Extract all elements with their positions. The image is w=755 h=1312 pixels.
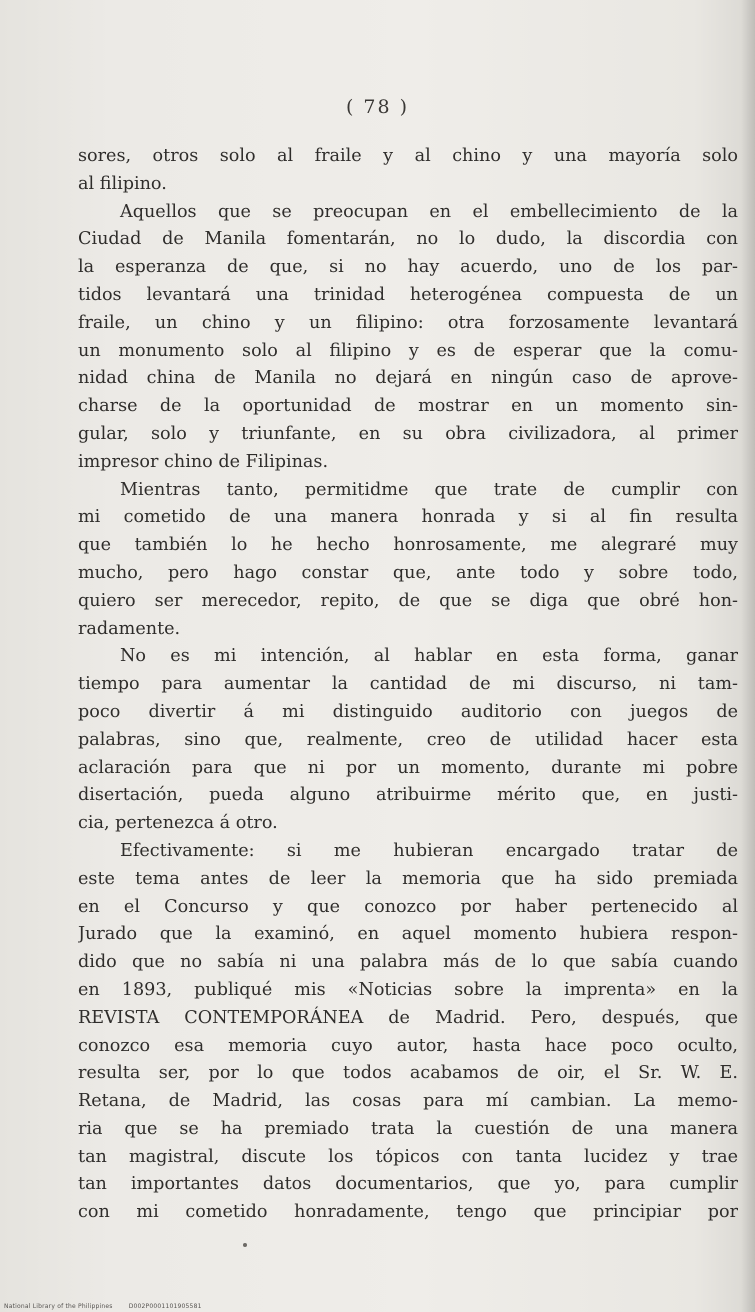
text-line: Efectivamente: si me hubieran encargado tratar de [120,840,738,861]
text-line: un monumento solo al filipino y es de esperar que la comu- [78,340,738,361]
text-line: REVISTA CONTEMPORÁNEA de Madrid. Pero, después, que [78,1007,738,1028]
text-line: la esperanza de que, si no hay acuerdo, uno de los par- [78,257,738,278]
text-line: Mientras tanto, permitidme que trate de cumplir con [120,479,738,500]
text-line: en 1893, publiqué mis «Noticias sobre la imprenta» en la [78,979,738,1000]
text-line: nidad china de Manila no dejará en ningún caso de aprove- [78,368,738,389]
text-line: poco divertir á mi distinguido auditorio con juegos de [78,701,738,722]
text-line: disertación, pueda alguno atribuirme mérito que, en justi- [78,785,738,806]
text-line: ria que se ha premiado trata la cuestión de una manera [78,1118,738,1139]
text-line: quiero ser merecedor, repito, de que se diga que obré hon- [78,590,738,611]
text-line: radamente. [78,618,181,639]
page-edge-shadow [741,0,755,1312]
library-credit: National Library of the Philippines [4,1303,113,1310]
text-line: sores, otros solo al fraile y al chino y una mayoría solo [78,146,738,166]
text-line: fraile, un chino y un filipino: otra forzosamente levantará [78,312,738,333]
text-line: Jurado que la examinó, en aquel momento hubiera respon- [78,924,738,945]
text-line: mi cometido de una manera honrada y si al fin resulta [78,507,738,528]
text-line: gular, solo y triunfante, en su obra civilizadora, al primer [78,423,738,444]
text-line: Retana, de Madrid, las cosas para mí cambian. La memo- [78,1091,738,1112]
page-number: ( 78 ) [345,96,410,118]
text-line: tiempo para aumentar la cantidad de mi discurso, ni tam- [78,674,738,695]
text-line: impresor chino de Filipinas. [78,451,329,472]
text-line: este tema antes de leer la memoria que ha sido premiada [78,868,738,889]
text-line: tidos levantará una trinidad heterogénea compuesta de un [78,284,738,305]
text-line: al filipino. [78,173,167,194]
text-line: Aquellos que se preocupan en el embellecimiento de la [120,201,738,222]
text-line: en el Concurso y que conozco por haber pertenecido al [78,896,738,917]
text-line: mucho, pero hago constar que, ante todo y sobre todo, [78,562,738,583]
text-line: cia, pertenezca á otro. [78,813,278,834]
ink-speck [243,1243,247,1247]
scan-footer [4,1303,216,1310]
text-line: que también lo he hecho honrosamente, me alegraré muy [78,535,738,556]
text-line: con mi cometido honradamente, tengo que principiar por [78,1202,738,1223]
text-line: tan importantes datos documentarios, que yo, para cumplir [78,1174,738,1195]
text-line: tan magistral, discute los tópicos con tanta lucidez y trae [78,1146,738,1167]
text-line: Ciudad de Manila fomentarán, no lo dudo, la discordia con [78,229,738,250]
text-line: dido que no sabía ni una palabra más de lo que sabía cuando [78,952,738,973]
text-line: No es mi intención, al hablar en esta forma, ganar [120,646,738,667]
scan-code: D002P0001101905581 [128,1303,202,1310]
text-line: charse de la oportunidad de mostrar en un momento sin- [78,396,738,417]
body-text [78,143,738,1227]
text-line: aclaración para que ni por un momento, durante mi pobre [78,757,738,778]
text-line: conozco esa memoria cuyo autor, hasta hace poco oculto, [78,1035,738,1056]
text-line: resulta ser, por lo que todos acabamos de oir, el Sr. W. E. [78,1063,738,1084]
text-line: palabras, sino que, realmente, creo de utilidad hacer esta [78,729,738,750]
